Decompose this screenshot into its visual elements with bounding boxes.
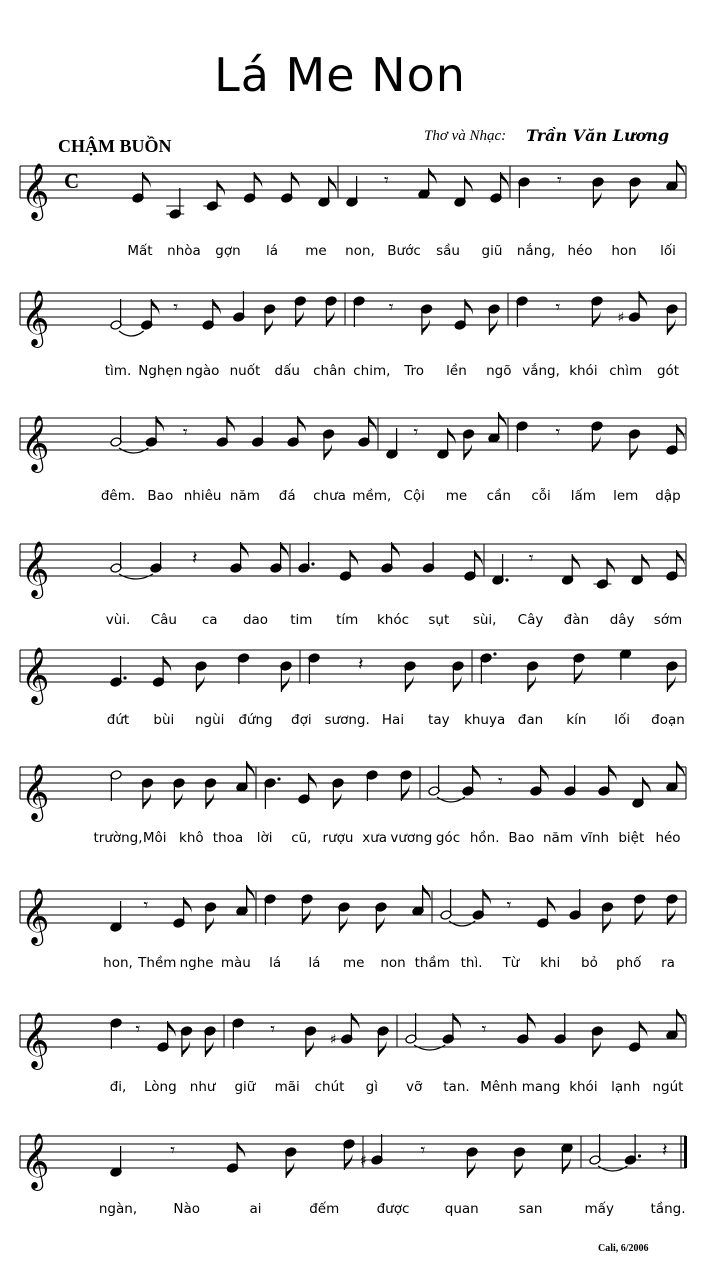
lyric-syllable: kín	[566, 712, 587, 728]
lyric-syllable: ngõ	[486, 363, 512, 379]
dot	[638, 1154, 641, 1157]
flag	[378, 1041, 386, 1057]
flag	[281, 676, 289, 692]
lyric-syllable: đêm.	[100, 488, 136, 504]
lyric-syllable: vĩnh	[580, 830, 610, 846]
eighth-rest: 𝄾	[384, 170, 389, 191]
sharp-accidental: ♯	[329, 1032, 337, 1048]
flag	[333, 793, 341, 809]
treble-clef: 𝄞	[21, 163, 50, 219]
sharp-accidental: ♯	[360, 1153, 367, 1169]
lyric-syllable: dây	[609, 612, 635, 628]
lyric-syllable: lời	[256, 830, 273, 846]
treble-clef: 𝄞	[21, 764, 50, 820]
lyric-syllable: quan	[444, 1201, 479, 1217]
quarter-rest: 𝄽	[358, 654, 364, 675]
lyric-syllable: ngùi	[194, 712, 225, 728]
lyric-syllable: giũ	[481, 243, 503, 259]
flag	[205, 1041, 213, 1057]
flag	[182, 1041, 190, 1057]
lyric-syllable: chim,	[353, 363, 391, 379]
flag	[174, 793, 182, 809]
lyric-syllable: me	[445, 488, 468, 504]
lyric-syllable: sùi,	[472, 612, 497, 628]
lyric-syllable: non	[380, 955, 406, 971]
final-barline-thick	[684, 1136, 687, 1168]
lyric-syllable: Nghẹn	[138, 363, 183, 379]
lyric-syllable: tìm.	[104, 363, 132, 379]
lyric-syllable: chân	[313, 363, 346, 379]
eighth-rest: 𝄾	[555, 297, 561, 318]
flag	[593, 192, 601, 208]
staff-system	[20, 290, 686, 379]
lyric-syllable: héo	[567, 243, 593, 259]
lyric-syllable: biệt	[618, 830, 645, 846]
treble-clef: 𝄞	[21, 1133, 50, 1189]
lyric-syllable: mang	[521, 1079, 561, 1095]
lyric-syllable: mãi	[274, 1079, 300, 1095]
flag	[667, 319, 675, 335]
flag	[515, 1162, 523, 1178]
lyric-syllable: Bao	[508, 830, 535, 846]
lyric-syllable: vắng,	[522, 363, 560, 379]
lyric-syllable: khuya	[464, 712, 506, 728]
lyric-syllable: Môi	[142, 830, 167, 846]
lyric-syllable: Bao	[147, 488, 174, 504]
lyric-syllable: dấu	[274, 363, 300, 379]
lyric-syllable: lá	[265, 243, 279, 259]
time-signature: C	[64, 169, 80, 193]
lyric-syllable: rượu	[322, 830, 354, 846]
flag	[206, 917, 214, 933]
eighth-rest: 𝄾	[143, 895, 149, 916]
staff-system	[20, 761, 686, 846]
flag	[667, 676, 675, 692]
lyric-syllable: khóc	[376, 612, 410, 628]
lyric-syllable: ngào	[185, 363, 220, 379]
lyric-syllable: Nào	[173, 1201, 201, 1217]
lyric-syllable: tay	[428, 712, 450, 728]
lyric-syllable: ngút	[652, 1079, 684, 1095]
staff-system	[20, 885, 686, 971]
dot	[493, 652, 496, 655]
lyric-syllable: bỏ	[581, 955, 598, 971]
lyric-syllable: xưa	[362, 830, 388, 846]
lyric-syllable: sầu	[436, 243, 460, 259]
date-place-note: Cali, 6/2006	[598, 1243, 649, 1254]
eighth-rest: 𝄾	[173, 297, 179, 318]
eighth-rest: 𝄾	[528, 548, 534, 569]
flag	[630, 192, 638, 208]
flag	[376, 917, 384, 933]
dot	[123, 676, 126, 679]
lyric-syllable: ra	[661, 955, 675, 971]
song-title: Lá Me Non	[214, 48, 466, 102]
lyric-syllable: Cội	[403, 488, 425, 504]
flag	[422, 319, 430, 335]
eighth-rest: 𝄾	[506, 895, 512, 916]
lyric-syllable: lem	[613, 488, 639, 504]
lyric-syllable: chìm	[609, 363, 643, 379]
composer-signature: Trần Văn Lương	[526, 126, 670, 145]
lyric-syllable: mềm,	[352, 488, 392, 504]
flag	[603, 917, 611, 933]
treble-clef: 𝄞	[21, 888, 50, 944]
lyric-syllable: dập	[655, 488, 681, 504]
staff-system	[20, 647, 686, 728]
lyric-syllable: góc	[435, 830, 461, 846]
lyric-syllable: đoạn	[651, 712, 685, 728]
lyric-syllable: cũ,	[291, 830, 312, 846]
lyric-syllable: me	[305, 243, 327, 259]
lyric-syllable: mấy	[584, 1201, 614, 1217]
lyric-syllable: được	[376, 1201, 410, 1217]
treble-clef: 𝄞	[21, 290, 50, 346]
lyric-syllable: Tro	[404, 363, 425, 379]
lyric-syllable: lối	[614, 712, 631, 728]
lyric-syllable: lối	[660, 243, 676, 259]
flag	[206, 793, 214, 809]
lyric-syllable: Thềm	[138, 955, 177, 971]
lyric-syllable: thoa	[212, 830, 244, 846]
lyric-syllable: me	[342, 955, 365, 971]
lyric-syllable: cỗi	[531, 488, 551, 504]
lyric-syllable: lá	[308, 955, 321, 971]
lyric-syllable: ca	[201, 612, 218, 628]
lyric-syllable: chút	[314, 1079, 345, 1095]
eighth-rest: 𝄾	[557, 170, 562, 191]
lyric-syllable: Câu	[150, 612, 177, 628]
lyric-syllable: nuốt	[229, 363, 261, 379]
flag	[306, 1041, 314, 1057]
staff-system	[20, 541, 686, 628]
lyric-syllable: khi	[540, 955, 561, 971]
lyric-syllable: vùi.	[105, 612, 131, 628]
lyric-syllable: Bước	[387, 243, 421, 259]
lyric-syllable: tầng.	[650, 1201, 686, 1217]
eighth-rest: 𝄾	[481, 1019, 487, 1040]
flag	[453, 676, 461, 692]
lyric-syllable: ngàn,	[98, 1201, 138, 1217]
lyric-syllable: khói	[569, 1079, 598, 1095]
lyric-syllable: hon	[611, 243, 637, 259]
lyric-syllable: gì	[365, 1079, 379, 1095]
lyric-syllable: phố	[616, 955, 642, 971]
lyric-syllable: lá	[269, 955, 282, 971]
lyric-syllable: dao	[242, 612, 269, 628]
flag	[265, 319, 273, 335]
flag	[489, 319, 497, 335]
lyric-syllable: thầm	[414, 955, 450, 971]
lyric-syllable: đứt	[106, 712, 130, 728]
tempo-marking: CHẬM BUỒN	[58, 136, 172, 156]
lyric-syllable: năm	[543, 830, 573, 846]
flag	[467, 1162, 475, 1178]
lyric-syllable: tim	[290, 612, 313, 628]
lyric-syllable: lạnh	[611, 1079, 641, 1095]
quarter-rest: 𝄽	[192, 548, 198, 569]
sharp-accidental: ♯	[617, 310, 625, 326]
flag	[528, 676, 536, 692]
lyric-syllable: sụt	[428, 612, 450, 628]
lyric-syllable: đá	[278, 488, 296, 504]
lyric-syllable: hon,	[103, 955, 133, 971]
eighth-rest: 𝄾	[498, 771, 503, 792]
tie	[119, 331, 144, 336]
lyric-syllable: nghe	[179, 955, 214, 971]
lyric-syllable: đứng	[238, 712, 273, 728]
credit-label: Thơ và Nhạc:	[424, 128, 507, 144]
treble-clef: 𝄞	[21, 415, 50, 471]
lyric-syllable: khói	[569, 363, 598, 379]
lyric-syllable: gợn	[215, 243, 241, 259]
lyric-syllable: nắng,	[516, 243, 556, 259]
lyric-syllable: trường,	[93, 830, 143, 846]
staff-system	[20, 412, 686, 504]
eighth-rest: 𝄾	[170, 1140, 176, 1161]
lyric-syllable: Mất	[127, 243, 153, 259]
flag	[630, 444, 638, 460]
lyric-syllable: san	[518, 1201, 543, 1217]
lyric-syllable: gót	[656, 363, 680, 379]
lyric-syllable: Hai	[381, 712, 405, 728]
lyric-syllable: tím	[336, 612, 359, 628]
flag	[196, 676, 204, 692]
lyric-syllable: màu	[220, 955, 251, 971]
staff-system	[20, 1009, 686, 1095]
eighth-rest: 𝄾	[182, 422, 188, 443]
flag	[339, 917, 347, 933]
lyric-syllable: tan.	[443, 1079, 470, 1095]
flag	[143, 793, 151, 809]
lyric-syllable: Lòng	[143, 1079, 177, 1095]
lyric-syllable: non,	[345, 243, 375, 259]
eighth-rest: 𝄾	[270, 1019, 276, 1040]
lyric-syllable: giữ	[234, 1079, 256, 1095]
staff-system	[20, 1133, 687, 1217]
lyric-syllable: ai	[249, 1201, 262, 1217]
lyric-syllable: nhòa	[167, 243, 201, 259]
lyric-syllable: Cây	[517, 612, 544, 628]
lyric-syllable: lền	[446, 363, 467, 379]
eighth-rest: 𝄾	[555, 422, 561, 443]
eighth-rest: 𝄾	[413, 422, 419, 443]
lyric-syllable: năm	[229, 488, 260, 504]
lyric-syllable: đếm	[309, 1201, 340, 1217]
lyric-syllable: đan	[517, 712, 544, 728]
flag	[464, 444, 472, 460]
eighth-rest: 𝄾	[420, 1140, 426, 1161]
dot	[277, 777, 280, 780]
lyric-syllable: chưa	[313, 488, 346, 504]
lyric-syllable: sớm	[653, 612, 683, 628]
lyric-syllable: bùi	[153, 712, 175, 728]
dot	[505, 578, 508, 581]
lyric-syllable: lấm	[570, 488, 596, 504]
flag	[324, 444, 332, 460]
eighth-rest: 𝄾	[135, 1019, 141, 1040]
flag	[593, 1041, 601, 1057]
staff-system	[20, 160, 686, 259]
eighth-rest: 𝄾	[388, 297, 394, 318]
lyric-syllable: đàn	[563, 612, 590, 628]
flag	[405, 676, 413, 692]
lyric-syllable: hồn.	[469, 830, 500, 846]
treble-clef: 𝄞	[21, 1012, 50, 1068]
dot	[311, 562, 314, 565]
lyric-syllable: vỡ	[406, 1079, 423, 1095]
treble-clef: 𝄞	[21, 647, 50, 703]
lyric-syllable: khô	[179, 830, 204, 846]
lyric-syllable: Mênh	[480, 1079, 518, 1095]
lyric-syllable: như	[189, 1079, 216, 1095]
lyric-syllable: thì.	[460, 955, 483, 971]
lyric-syllable: vương	[390, 830, 433, 846]
treble-clef: 𝄞	[21, 541, 50, 597]
lyric-syllable: héo	[655, 830, 681, 846]
lyric-syllable: sương.	[324, 712, 370, 728]
lyric-syllable: cần	[486, 488, 511, 504]
lyric-syllable: Từ	[502, 955, 520, 971]
quarter-rest: 𝄽	[662, 1140, 668, 1161]
lyric-syllable: nhiêu	[183, 488, 222, 504]
flag	[286, 1162, 294, 1178]
lyric-syllable: đợi	[291, 712, 312, 728]
lyric-syllable: đi,	[109, 1079, 127, 1095]
